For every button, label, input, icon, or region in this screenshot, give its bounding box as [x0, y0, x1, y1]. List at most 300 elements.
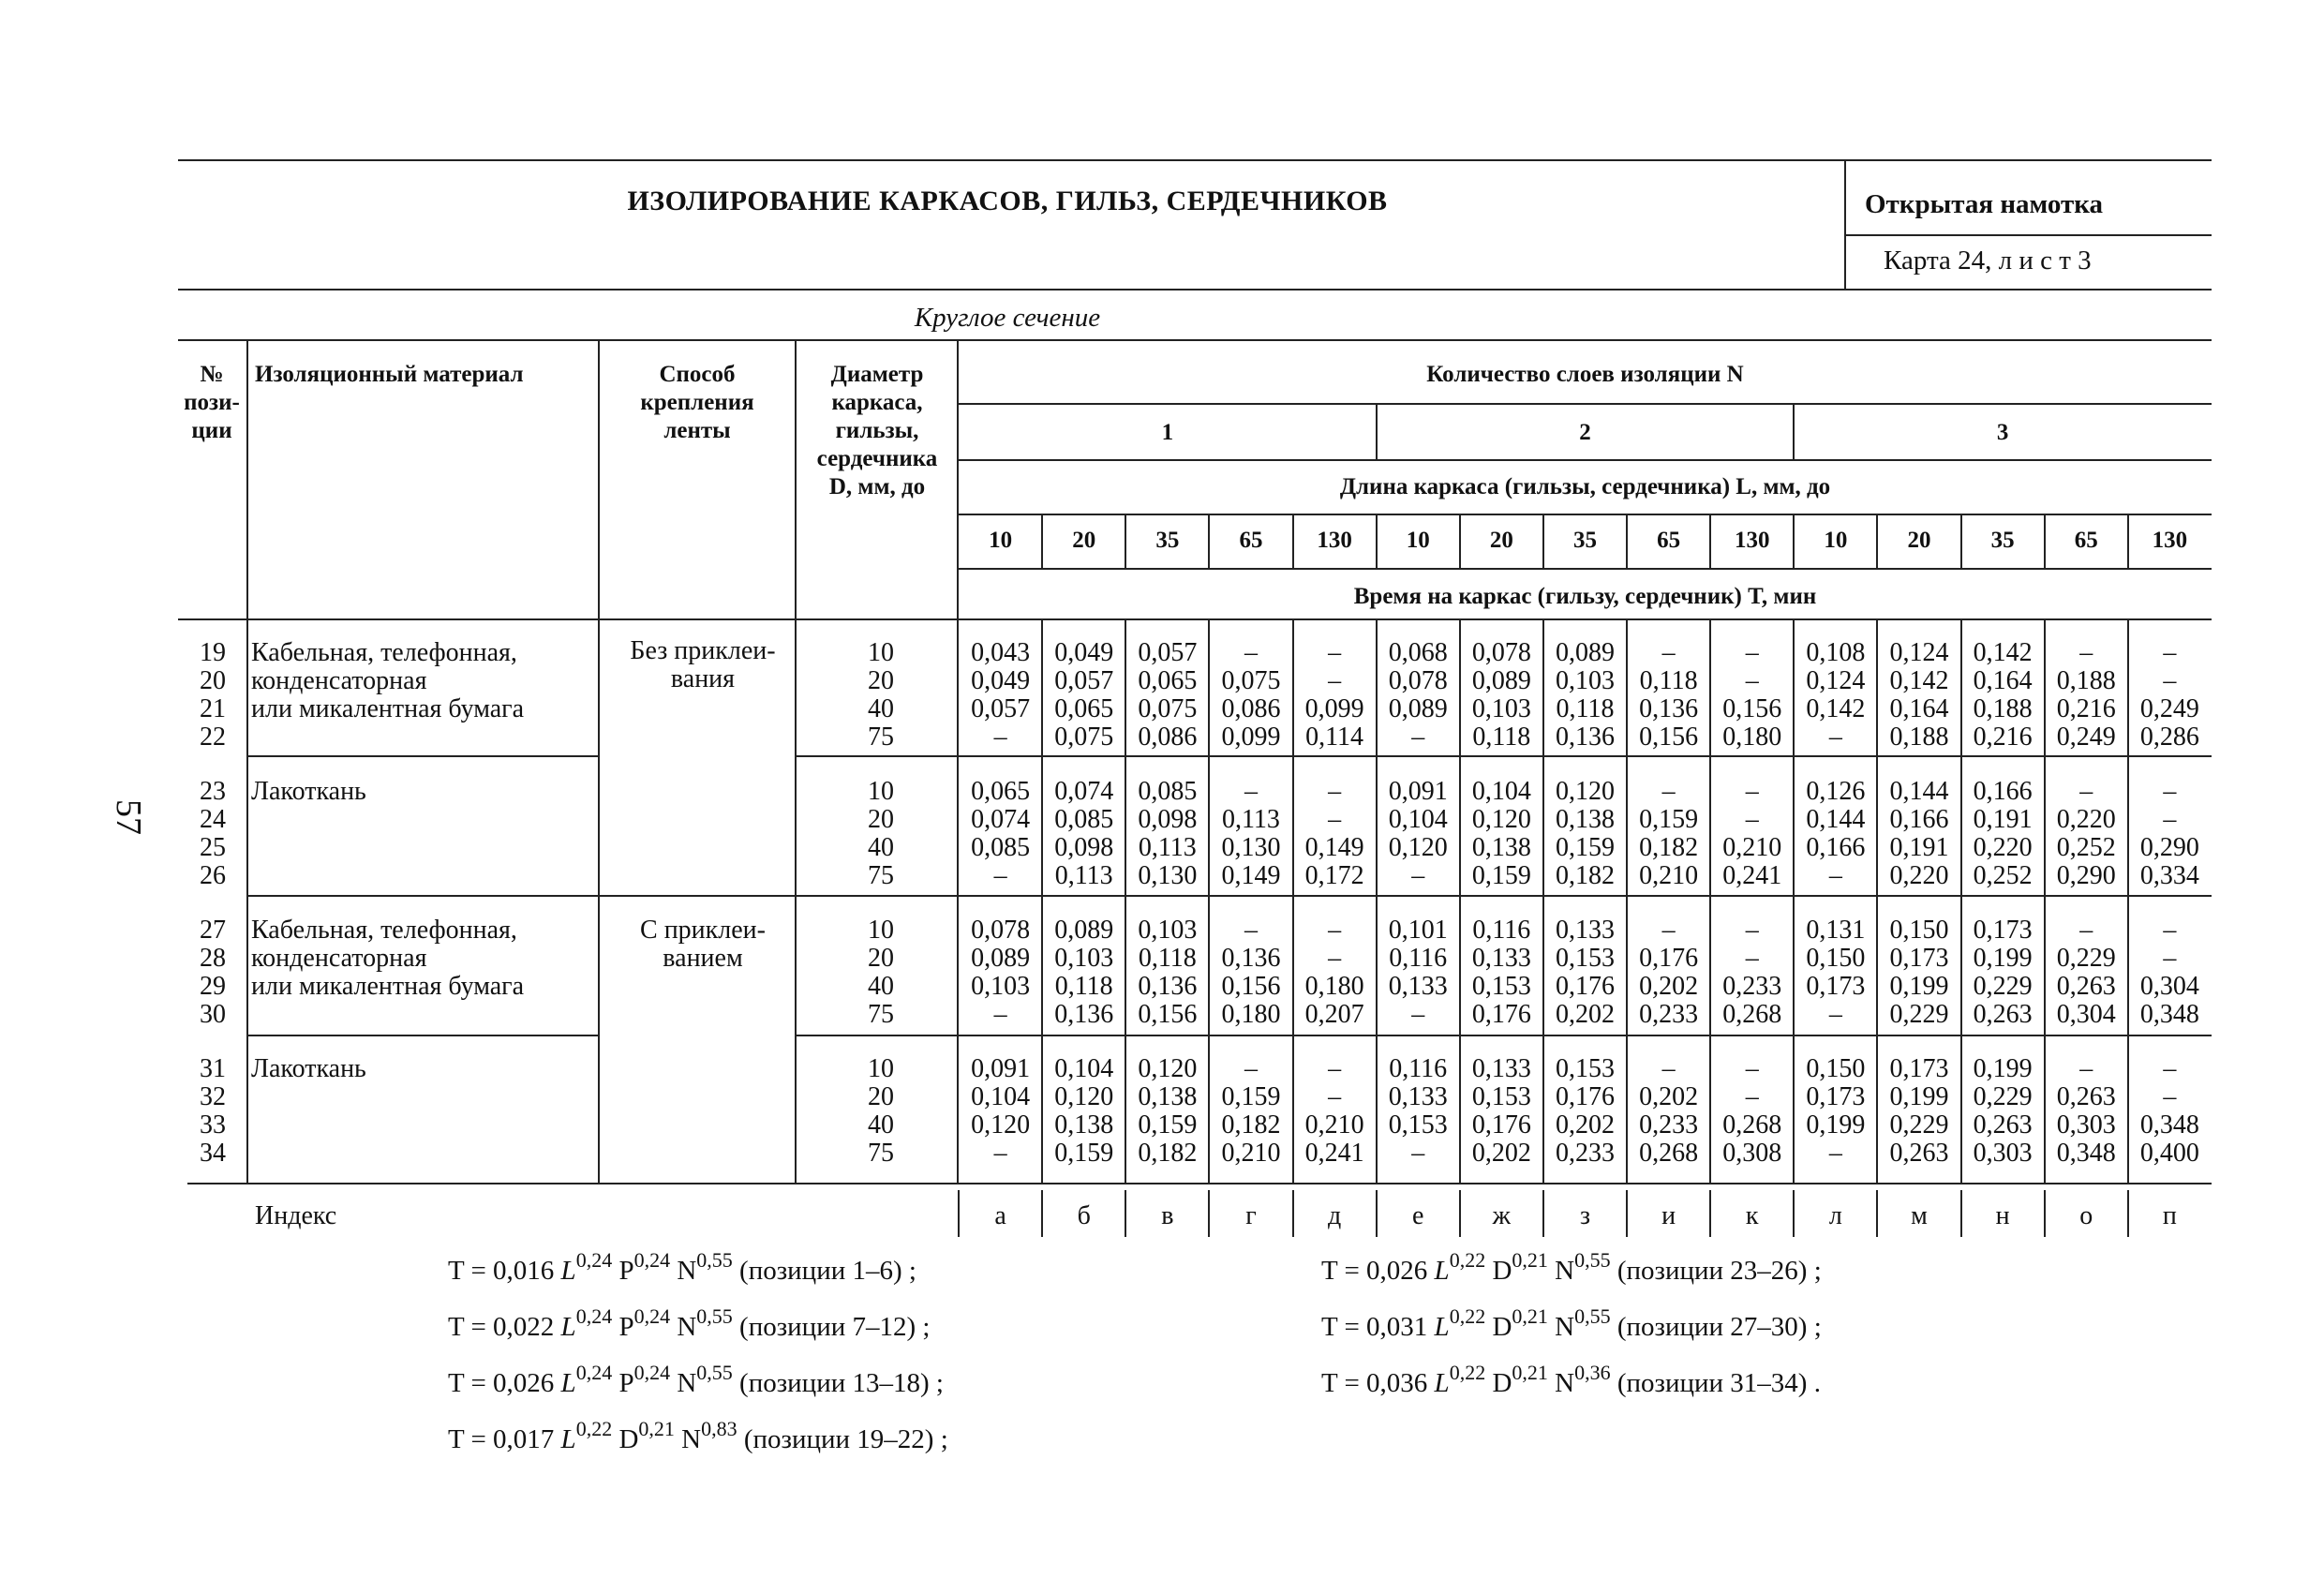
time-value: 0,229 [2056, 944, 2116, 973]
formula-var: P [612, 1312, 634, 1342]
time-value: 0,202 [1639, 972, 1699, 1001]
time-value: 0,268 [1722, 1110, 1782, 1140]
time-value: 0,150 [1806, 944, 1866, 973]
formula-var: L [1434, 1312, 1450, 1342]
time-value: 0,133 [1471, 1054, 1531, 1083]
time-value: – [2163, 666, 2177, 695]
time-value: – [1661, 638, 1676, 667]
index-letter: к [1745, 1201, 1759, 1230]
time-column [1209, 778, 1292, 890]
time-value: 0,133 [1388, 1082, 1448, 1111]
time-value: 0,188 [1973, 694, 2033, 723]
time-value: – [1244, 638, 1258, 667]
time-column [1710, 639, 1794, 752]
time-value: – [1661, 916, 1676, 945]
time-value: 0,075 [1221, 666, 1281, 695]
time-value: 0,164 [1973, 666, 2033, 695]
time-value: 0,173 [1806, 1082, 1866, 1111]
time-value: – [1661, 1054, 1676, 1083]
time-value: 0,089 [1054, 916, 1114, 945]
index-letter: б [1077, 1201, 1091, 1230]
time-value: 0,268 [1639, 1139, 1699, 1168]
material-name [251, 1055, 366, 1083]
position-number: 29 [200, 972, 226, 1001]
time-value: 0,098 [1054, 833, 1114, 862]
time-value: 0,085 [971, 833, 1031, 862]
time-value: 0,089 [971, 944, 1031, 973]
time-value: 0,210 [1722, 833, 1782, 862]
time-value: 0,049 [1054, 638, 1114, 667]
time-value: 0,159 [1138, 1110, 1198, 1140]
time-value: – [1828, 1000, 1842, 1029]
diameter-value: 75 [868, 1000, 894, 1029]
position-numbers [180, 639, 246, 752]
time-value: 0,164 [1889, 694, 1949, 723]
time-value: 0,120 [1555, 777, 1615, 806]
index-letter: а [994, 1201, 1006, 1230]
time-value: 0,220 [2056, 805, 2116, 834]
diameter-value: 75 [868, 1139, 894, 1168]
time-value: 0,133 [1471, 944, 1531, 973]
time-value: – [2163, 916, 2177, 945]
formula-exp: 0,24 [633, 1248, 671, 1272]
time-value: 0,085 [1138, 777, 1198, 806]
time-column [1293, 639, 1377, 752]
time-value: 0,120 [1054, 1082, 1114, 1111]
time-column [1543, 1055, 1627, 1168]
time-value: 0,103 [1054, 944, 1114, 973]
time-value: 0,091 [971, 1054, 1031, 1083]
index-letter: ж [1492, 1201, 1511, 1230]
formula-var: P [612, 1368, 634, 1398]
time-column [1710, 778, 1794, 890]
time-column [1042, 778, 1125, 890]
time-column [1543, 639, 1627, 752]
formula-var: N [1547, 1368, 1575, 1398]
time-column [1209, 1055, 1292, 1168]
right-header-rule [1844, 234, 2212, 236]
position-number: 22 [200, 723, 226, 752]
time-value: 0,136 [1555, 723, 1615, 752]
diameter-value: 40 [868, 694, 894, 723]
time-value: 0,116 [1472, 916, 1531, 945]
time-value: 0,138 [1471, 833, 1531, 862]
time-value: 0,068 [1388, 638, 1448, 667]
index-letter: о [2079, 1201, 2093, 1230]
time-value: 0,065 [971, 777, 1031, 806]
time-value: – [993, 861, 1007, 890]
time-column [1877, 639, 1960, 752]
time-value: 0,153 [1555, 1054, 1615, 1083]
time-value: 0,057 [971, 694, 1031, 723]
time-column [1042, 639, 1125, 752]
time-value: 0,229 [1973, 972, 2033, 1001]
diameter-value: 20 [868, 944, 894, 973]
time-value: 0,126 [1806, 777, 1866, 806]
time-value: 0,159 [1221, 1082, 1281, 1111]
time-column [959, 1055, 1042, 1168]
time-value: – [2163, 777, 2177, 806]
time-value: 0,142 [1889, 666, 1949, 695]
time-column [1460, 916, 1543, 1029]
time-value: 0,120 [971, 1110, 1031, 1140]
time-value: – [1745, 944, 1759, 973]
time-value: 0,120 [1138, 1054, 1198, 1083]
header-diameter: Диаметр каркаса, гильзы, сердечника D, мм, до [816, 362, 938, 499]
time-value: 0,078 [1471, 638, 1531, 667]
diameter-values [801, 916, 961, 1029]
time-value: 0,173 [1806, 972, 1866, 1001]
diameter-value: 40 [868, 833, 894, 862]
formula-var: D [1485, 1368, 1512, 1398]
length-header-cell: 20 [1907, 528, 1931, 553]
time-value: 0,263 [1973, 1000, 2033, 1029]
time-value: 0,156 [1639, 723, 1699, 752]
time-value: 0,142 [1806, 694, 1866, 723]
length-header-cell: 65 [1657, 528, 1681, 553]
time-value: – [1328, 777, 1342, 806]
formula [1321, 1248, 1822, 1287]
formula-prefix: T = 0,026 [448, 1368, 561, 1398]
time-value: 0,138 [1555, 805, 1615, 834]
time-value: 0,199 [1973, 1054, 2033, 1083]
time-column [1293, 1055, 1377, 1168]
time-column [1042, 1055, 1125, 1168]
length-header-cell: 130 [2152, 528, 2188, 553]
time-column [2128, 778, 2212, 890]
time-value: 0,118 [1138, 944, 1197, 973]
diameter-value: 10 [868, 916, 894, 945]
position-number: 30 [200, 1000, 226, 1029]
winding-type: Открытая намотка [1865, 189, 2104, 219]
formula-note: (позиции 13–18) ; [732, 1368, 944, 1398]
formula-var: N [670, 1312, 697, 1342]
formula-exp: 0,55 [696, 1304, 733, 1328]
time-column [1961, 1055, 2045, 1168]
time-value: 0,229 [1889, 1000, 1949, 1029]
time-value: – [1328, 944, 1342, 973]
time-value: 0,101 [1388, 916, 1448, 945]
position-number: 20 [200, 666, 226, 695]
position-number: 24 [200, 805, 226, 834]
time-column [1877, 778, 1960, 890]
time-value: 0,263 [1973, 1110, 2033, 1140]
time-value: – [1828, 723, 1842, 752]
time-value: – [2163, 1054, 2177, 1083]
time-value: 0,103 [971, 972, 1031, 1001]
time-column [1710, 1055, 1794, 1168]
length-header-cell: 20 [1072, 528, 1096, 553]
time-value: 0,241 [1304, 1139, 1364, 1168]
time-value: – [2163, 944, 2177, 973]
formula-note: (позиции 27–30) ; [1610, 1312, 1822, 1342]
time-column [2045, 639, 2128, 752]
time-value: 0,233 [1639, 1000, 1699, 1029]
time-value: 0,078 [971, 916, 1031, 945]
time-column [2128, 1055, 2212, 1168]
position-number: 26 [200, 861, 226, 890]
header-position: № пози- ции [184, 362, 240, 443]
header-material: Изоляционный материал [255, 362, 524, 387]
time-value: – [1745, 777, 1759, 806]
time-value: 0,252 [2056, 833, 2116, 862]
position-number: 32 [200, 1082, 226, 1111]
time-value: 0,086 [1138, 723, 1198, 752]
time-value: 0,130 [1221, 833, 1281, 862]
time-value: 0,176 [1555, 1082, 1615, 1111]
formula-var: L [560, 1368, 576, 1398]
time-value: 0,120 [1388, 833, 1448, 862]
time-value: 0,172 [1304, 861, 1364, 890]
time-value: 0,308 [1722, 1139, 1782, 1168]
time-value: 0,116 [1389, 1054, 1448, 1083]
formula-exp: 0,24 [633, 1361, 671, 1384]
formula-exp: 0,22 [1449, 1248, 1486, 1272]
time-value: 0,182 [1555, 861, 1615, 890]
formula-exp: 0,24 [575, 1304, 613, 1328]
time-column [1794, 916, 1877, 1029]
time-value: 0,303 [2056, 1110, 2116, 1140]
time-value: 0,136 [1054, 1000, 1114, 1029]
time-value: 0,057 [1138, 638, 1198, 667]
time-value: – [1745, 666, 1759, 695]
time-column [1961, 916, 2045, 1029]
time-value: 0,348 [2056, 1139, 2116, 1168]
time-value: 0,220 [1889, 861, 1949, 890]
time-value: 0,075 [1054, 723, 1114, 752]
formula-exp: 0,21 [1512, 1304, 1548, 1328]
time-value: 0,334 [2139, 861, 2199, 890]
formula-prefix: T = 0,017 [448, 1424, 561, 1454]
time-column [1627, 1055, 1710, 1168]
time-value: – [1745, 1082, 1759, 1111]
time-value: 0,159 [1471, 861, 1531, 890]
formula-exp: 0,22 [1449, 1361, 1486, 1384]
formula-note: (позиции 23–26) ; [1610, 1256, 1822, 1286]
diameter-values [801, 1055, 961, 1168]
time-value: 0,124 [1889, 638, 1949, 667]
time-value: 0,180 [1722, 723, 1782, 752]
time-column [2045, 1055, 2128, 1168]
time-value: 0,229 [1889, 1110, 1949, 1140]
time-value: 0,065 [1054, 694, 1114, 723]
time-value: 0,220 [1973, 833, 2033, 862]
length-header-cell: 20 [1489, 528, 1513, 553]
time-value: – [1745, 638, 1759, 667]
length-header-cell: 35 [1990, 528, 2015, 553]
formula-exp: 0,83 [701, 1417, 737, 1440]
time-column [959, 639, 1042, 752]
formula-var: L [560, 1256, 576, 1286]
time-value: 0,173 [1973, 916, 2033, 945]
diameter-value: 40 [868, 1110, 894, 1140]
formula-note: (позиции 1–6) ; [732, 1256, 916, 1286]
position-number: 19 [200, 638, 226, 667]
time-column [1794, 1055, 1877, 1168]
material-line: Кабельная, телефонная, [251, 638, 517, 667]
length-header-cell: 35 [1155, 528, 1180, 553]
top-rule [178, 159, 2212, 161]
formula-exp: 0,24 [633, 1304, 671, 1328]
time-value: 0,091 [1388, 777, 1448, 806]
time-column [1377, 778, 1460, 890]
time-value: 0,202 [1555, 1110, 1615, 1140]
layer-count-2: 2 [1579, 420, 1591, 445]
index-letter: н [1995, 1201, 2010, 1230]
time-value: – [2163, 638, 2177, 667]
diameter-value: 10 [868, 1054, 894, 1083]
time-column [959, 916, 1042, 1029]
time-value: 0,133 [1555, 916, 1615, 945]
index-letter: в [1161, 1201, 1174, 1230]
formula-exp: 0,22 [575, 1417, 613, 1440]
time-value: – [1745, 1054, 1759, 1083]
formula-exp: 0,55 [696, 1361, 733, 1384]
time-value: – [1328, 666, 1342, 695]
time-value: – [1745, 805, 1759, 834]
time-value: 0,286 [2139, 723, 2199, 752]
formula [448, 1361, 944, 1399]
position-number: 23 [200, 777, 226, 806]
time-value: – [993, 1139, 1007, 1168]
length-header-cell: 10 [989, 528, 1013, 553]
time-column [1125, 916, 1209, 1029]
material-line: Лакоткань [251, 1054, 366, 1083]
time-column [1961, 639, 2045, 752]
time-column [1293, 778, 1377, 890]
index-letter: е [1411, 1201, 1424, 1230]
position-numbers [180, 778, 246, 890]
header-divider [1844, 159, 1846, 290]
formula-note: (позиции 19–22) ; [737, 1424, 948, 1454]
time-value: – [2163, 805, 2177, 834]
index-letter: д [1327, 1201, 1342, 1230]
formula [448, 1417, 948, 1455]
layer-count-3: 3 [1996, 420, 2009, 445]
time-value: 0,400 [2139, 1139, 2199, 1168]
time-column [1125, 1055, 1209, 1168]
layer-count-1: 1 [1161, 420, 1174, 445]
time-value: 0,099 [1304, 694, 1364, 723]
time-value: 0,113 [1138, 833, 1197, 862]
material-name [251, 639, 524, 723]
diameter-values [801, 778, 961, 890]
time-value: 0,173 [1889, 1054, 1949, 1083]
time-value: 0,089 [1555, 638, 1615, 667]
position-number: 21 [200, 694, 226, 723]
time-column [1125, 639, 1209, 752]
time-value: 0,202 [1639, 1082, 1699, 1111]
time-value: – [1328, 916, 1342, 945]
formula-exp: 0,36 [1574, 1361, 1611, 1384]
time-column [1543, 916, 1627, 1029]
time-value: – [1661, 777, 1676, 806]
position-number: 34 [200, 1139, 226, 1168]
time-value: – [1244, 916, 1258, 945]
material-line: или микалентная бумага [251, 694, 525, 723]
time-value: 0,199 [1973, 944, 2033, 973]
time-value: 0,103 [1555, 666, 1615, 695]
time-value: 0,176 [1639, 944, 1699, 973]
time-value: 0,136 [1639, 694, 1699, 723]
time-value: 0,249 [2056, 723, 2116, 752]
time-value: 0,263 [1889, 1139, 1949, 1168]
formula-var: L [1434, 1368, 1450, 1398]
formula-var: N [1547, 1312, 1575, 1342]
header-bottom-rule [178, 289, 2212, 290]
time-value: 0,144 [1889, 777, 1949, 806]
time-value: 0,153 [1471, 1082, 1531, 1111]
formula-var: D [1485, 1312, 1512, 1342]
time-value: 0,182 [1138, 1139, 1198, 1168]
time-value: 0,118 [1472, 723, 1531, 752]
time-value: 0,120 [1471, 805, 1531, 834]
time-column [1543, 778, 1627, 890]
time-value: 0,133 [1388, 972, 1448, 1001]
time-value: 0,210 [1304, 1110, 1364, 1140]
section-subtitle: Круглое сечение [914, 303, 1101, 333]
time-value: 0,303 [1973, 1139, 2033, 1168]
time-value: 0,138 [1138, 1082, 1198, 1111]
time-value: 0,144 [1806, 805, 1866, 834]
header-length: Длина каркаса (гильзы, сердечника) L, мм, до [1339, 474, 1831, 499]
time-value: – [993, 1000, 1007, 1029]
formula [1321, 1304, 1822, 1343]
time-column [1627, 639, 1710, 752]
position-number: 33 [200, 1110, 226, 1140]
formula-var: L [560, 1424, 576, 1454]
formula-exp: 0,24 [575, 1248, 613, 1272]
time-value: 0,252 [1973, 861, 2033, 890]
time-value: 0,176 [1471, 1110, 1531, 1140]
time-value: 0,210 [1639, 861, 1699, 890]
time-column [1961, 778, 2045, 890]
time-value: 0,159 [1555, 833, 1615, 862]
time-value: 0,233 [1722, 972, 1782, 1001]
time-value: 0,263 [2056, 972, 2116, 1001]
formula-var: L [560, 1312, 576, 1342]
formula-prefix: T = 0,036 [1321, 1368, 1435, 1398]
time-value: 0,131 [1806, 916, 1866, 945]
time-value: 0,180 [1221, 1000, 1281, 1029]
index-letter: м [1911, 1201, 1928, 1230]
time-value: 0,098 [1138, 805, 1198, 834]
diameter-value: 20 [868, 1082, 894, 1111]
time-value: 0,086 [1221, 694, 1281, 723]
time-column [2128, 639, 2212, 752]
time-value: – [2079, 1054, 2093, 1083]
time-value: 0,173 [1889, 944, 1949, 973]
material-name [251, 778, 366, 806]
time-column [2128, 916, 2212, 1029]
time-value: 0,191 [1889, 833, 1949, 862]
length-header-cell: 130 [1317, 528, 1352, 553]
header-method: Способ крепления ленты [640, 362, 754, 443]
time-value: 0,078 [1388, 666, 1448, 695]
time-value: 0,142 [1973, 638, 2033, 667]
page-number: 57 [109, 799, 148, 835]
time-value: 0,199 [1889, 1082, 1949, 1111]
time-value: 0,202 [1471, 1139, 1531, 1168]
diameter-value: 10 [868, 638, 894, 667]
time-value: 0,348 [2139, 1000, 2199, 1029]
formula-exp: 0,21 [638, 1417, 675, 1440]
time-column [1042, 916, 1125, 1029]
time-value: 0,113 [1054, 861, 1113, 890]
time-value: – [1328, 1054, 1342, 1083]
time-value: 0,176 [1471, 1000, 1531, 1029]
formula-var: N [674, 1424, 702, 1454]
